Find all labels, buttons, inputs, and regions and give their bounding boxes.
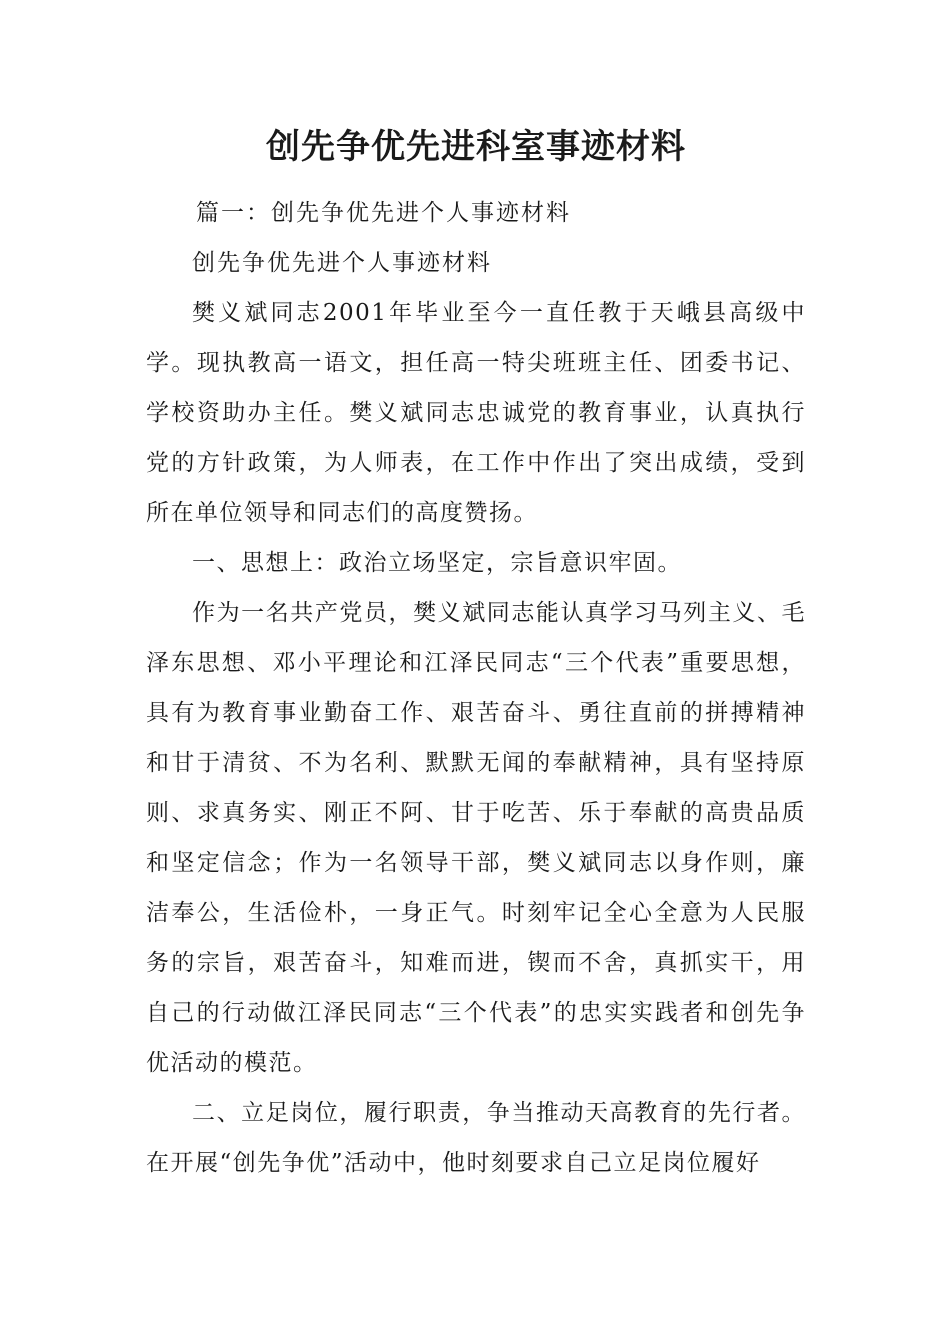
document-subtitle: 创先争优先进个人事迹材料: [192, 250, 492, 276]
body-paragraph-ideology: 作为一名共产党员，樊义斌同志能认真学习马列主义、毛泽东思想、邓小平理论和江泽民同志“三个代表”重要思想，具有为教育事业勤奋工作、艰苦奋斗、勇往直前的拼搏精神和甘于清贫、不为名利、默默无闻的奉献精神，具有坚持原则、求真务实、刚正不阿、甘于吃苦、乐于奉献的高贵品质和坚定信念；作为一名领导干部，樊义斌同志以身作则，廉洁奉公，生活俭朴，一身正气。时刻牢记全心全意为人民服务的宗旨，艰苦奋斗，知难而进，锲而不舍，真抓实干，用自己的行动做江泽民同志“三个代表”的忠实实践者和创先争优活动的模范。: [146, 600, 806, 1076]
section-heading-ideology: 一、思想上：政治立场坚定，宗旨意识牢固。: [192, 550, 682, 576]
body-paragraph-intro: 樊义斌同志2001年毕业至今一直任教于天峨县高级中学。现执教高一语文，担任高一特尖班班主任、团委书记、学校资助办主任。樊义斌同志忠诚党的教育事业，认真执行党的方针政策，为人师表，在工作中作出了突出成绩，受到所在单位领导和同志们的高度赞扬。: [146, 300, 806, 526]
chapter-heading: 篇一：创先争优先进个人事迹材料: [196, 200, 571, 226]
document-page: [146, 0, 806, 1188]
document-title: 创先争优先进科室事迹材料: [266, 127, 686, 167]
section-heading-post: 二、立足岗位，履行职责，争当推动天高教育的先行者。在开展“创先争优”活动中，他时刻要求自己立足岗位履好: [146, 1100, 806, 1176]
